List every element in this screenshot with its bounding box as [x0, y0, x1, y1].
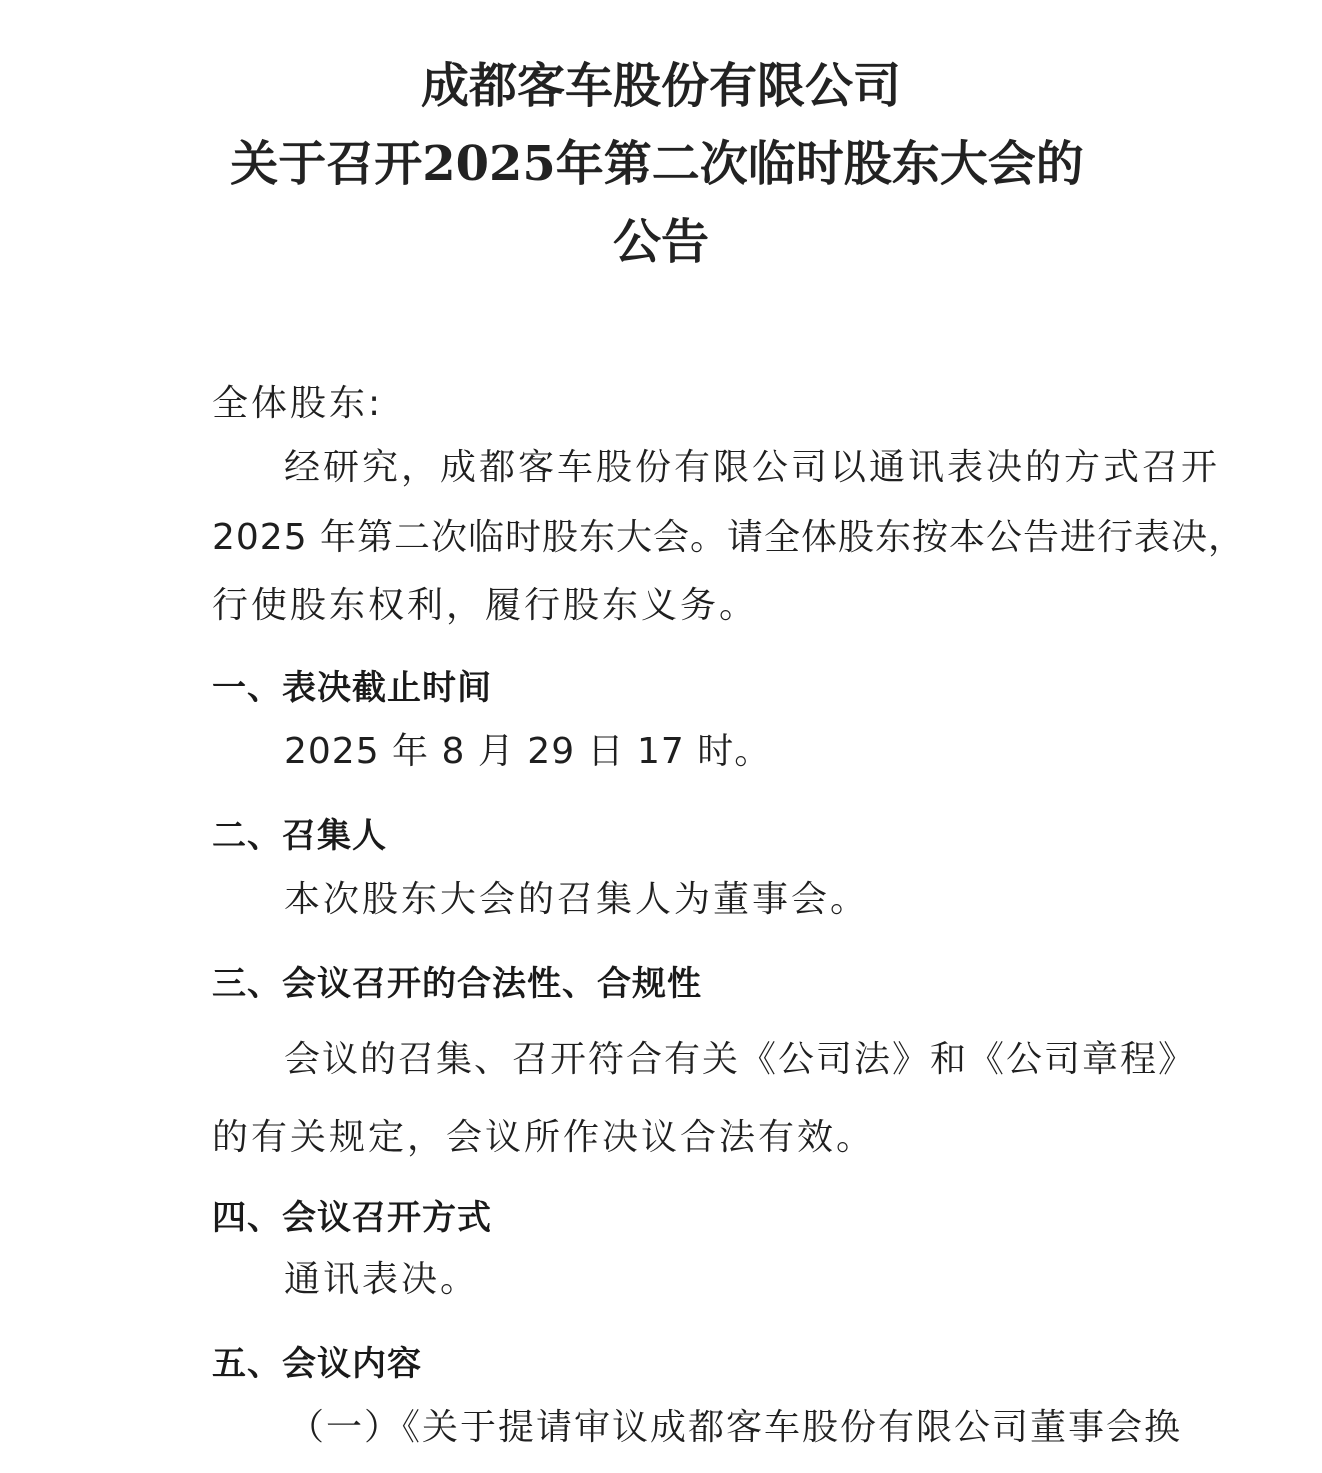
intro-paragraph-line-1: 经研究，成都客车股份有限公司以通讯表决的方式召开	[284, 447, 1221, 488]
document-title-company: 成都客车股份有限公司	[420, 58, 901, 114]
document-title-subject: 关于召开2025年第二次临时股东大会的	[230, 136, 1084, 192]
section-text-legality-line-1: 会议的召集、召开符合有关《公司法》和《公司章程》	[284, 1039, 1197, 1080]
section-heading-vote-deadline: 一、表决截止时间	[212, 668, 492, 708]
section-heading-convener: 二、召集人	[212, 816, 387, 856]
section-text-convener: 本次股东大会的召集人为董事会。	[284, 879, 870, 920]
section-text-meeting-method: 通讯表决。	[284, 1259, 480, 1300]
intro-paragraph-line-3: 行使股东权利，履行股东义务。	[212, 585, 759, 626]
section-heading-meeting-method: 四、会议召开方式	[212, 1198, 492, 1238]
section-heading-legality: 三、会议召开的合法性、合规性	[212, 964, 702, 1004]
intro-paragraph-line-2: 2025 年第二次临时股东大会。请全体股东按本公告进行表决，	[212, 517, 1246, 558]
section-text-legality-line-2: 的有关规定，会议所作决议合法有效。	[212, 1117, 876, 1158]
section-text-vote-deadline: 2025 年 8 月 29 日 17 时。	[284, 731, 772, 772]
salutation: 全体股东:	[212, 383, 384, 424]
section-text-meeting-content-item-1: （一）《关于提请审议成都客车股份有限公司董事会换	[288, 1407, 1183, 1448]
document-title-type: 公告	[612, 214, 709, 270]
section-heading-meeting-content: 五、会议内容	[212, 1344, 422, 1384]
